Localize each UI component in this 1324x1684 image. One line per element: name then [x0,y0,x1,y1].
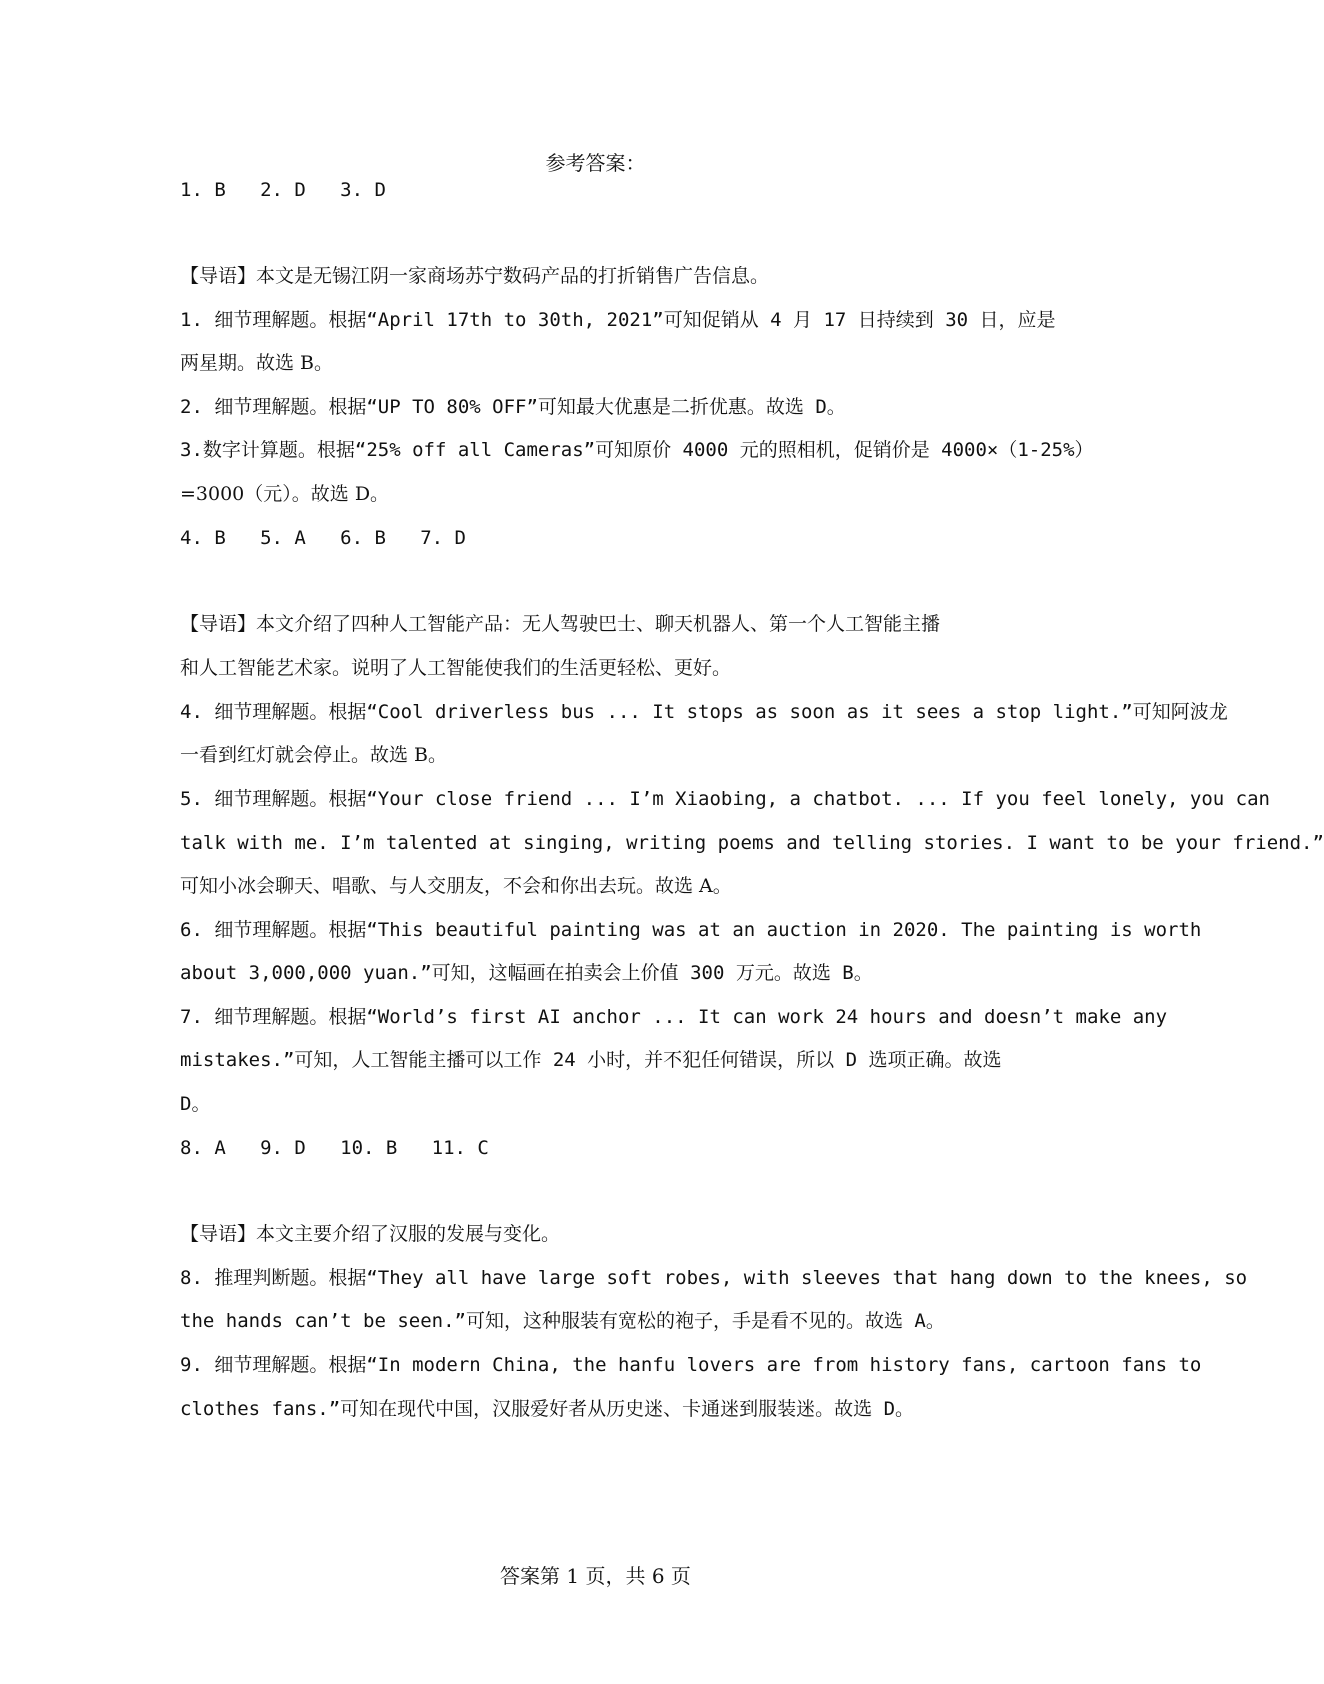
explanation-line: 8. 推理判断题。根据“They all have large soft robes, with sleeves that hang down to the knees, so [180,1267,1248,1289]
explanation-line: talk with me. I’m talented at singing, writing poems and telling stories. I want to be your friend.” [180,832,1324,854]
explanation-line: =3000（元）。故选 D。 [180,483,390,505]
explanation-line: 3.数字计算题。根据“25% off all Cameras”可知原价 4000 元的照相机，促销价是 4000×（1-25%） [180,439,1094,461]
explanation-line: 2. 细节理解题。根据“UP TO 80% OFF”可知最大优惠是二折优惠。故选 D。 [180,396,846,418]
explanation-line: 一看到红灯就会停止。故选 B。 [180,744,448,766]
intro-line: 【导语】本文是无锡江阴一家商场苏宁数码产品的打折销售广告信息。 [180,265,770,287]
answer-line: 8. A 9. D 10. B 11. C [180,1137,489,1159]
explanation-line: clothes fans.”可知在现代中国，汉服爱好者从历史迷、卡通迷到服装迷。故选 D。 [180,1398,915,1420]
explanation-line: 6. 细节理解题。根据“This beautiful painting was at an auction in 2020. The painting is worth [180,919,1202,941]
answer-line: 4. B 5. A 6. B 7. D [180,527,466,549]
explanation-line: 5. 细节理解题。根据“Your close friend ... I’m Xiaobing, a chatbot. ... If you feel lonely, you can [180,788,1270,810]
explanation-line: mistakes.”可知，人工智能主播可以工作 24 小时，并不犯任何错误，所以 D 选项正确。故选 [180,1049,1002,1071]
explanation-line: 1. 细节理解题。根据“April 17th to 30th, 2021”可知促销从 4 月 17 日持续到 30 日，应是 [180,309,1056,331]
explanation-line: 4. 细节理解题。根据“Cool driverless bus ... It stops as soon as it sees a stop light.”可知阿波龙 [180,701,1228,723]
explanation-line: 7. 细节理解题。根据“World’s first AI anchor ... It can work 24 hours and doesn’t make any [180,1006,1168,1028]
intro-line: 【导语】本文介绍了四种人工智能产品：无人驾驶巴士、聊天机器人、第一个人工智能主播 [180,613,941,635]
explanation-line: the hands can’t be seen.”可知，这种服装有宽松的袍子，手是看不见的。故选 A。 [180,1310,945,1332]
explanation-line: about 3,000,000 yuan.”可知，这幅画在拍卖会上价值 300 万元。故选 B。 [180,962,873,984]
explanation-line: 9. 细节理解题。根据“In modern China, the hanfu lovers are from history fans, cartoon fans to [180,1354,1202,1376]
explanation-line: D。 [180,1093,211,1115]
answer-line: 1. B 2. D 3. D [180,179,386,201]
explanation-line: 可知小冰会聊天、唱歌、与人交朋友，不会和你出去玩。故选 A。 [180,875,732,897]
page-title: 参考答案： [545,151,646,175]
intro-line: 【导语】本文主要介绍了汉服的发展与变化。 [180,1223,561,1245]
page-footer: 答案第 1 页，共 6 页 [500,1564,691,1588]
explanation-line: 两星期。故选 B。 [180,352,334,374]
intro-line: 和人工智能艺术家。说明了人工智能使我们的生活更轻松、更好。 [180,657,732,679]
